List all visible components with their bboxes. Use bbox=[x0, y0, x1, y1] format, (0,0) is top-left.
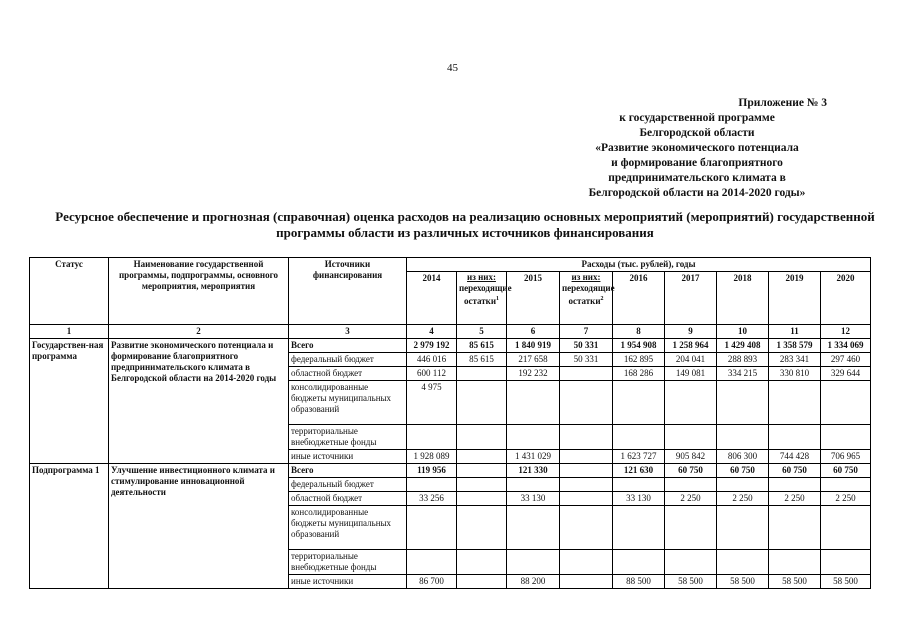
value-cell: 4 975 bbox=[407, 381, 457, 425]
value-cell bbox=[717, 506, 769, 550]
header-expenses: Расходы (тыс. рублей), годы bbox=[407, 258, 871, 272]
header-year-2018: 2018 bbox=[717, 272, 769, 325]
title-line-1: Ресурсное обеспечение и прогнозная (справочная) оценка расходов на реализацию основных мероприятий (мероприятий) государственной bbox=[55, 209, 875, 224]
annex-line: «Развитие экономического потенциала bbox=[595, 142, 799, 154]
header-sources: Источники финансирования bbox=[289, 258, 407, 325]
value-cell bbox=[507, 478, 560, 492]
header-year-2014: 2014 bbox=[407, 272, 457, 325]
value-cell: 2 979 192 bbox=[407, 339, 457, 353]
value-cell: 1 954 908 bbox=[613, 339, 665, 353]
value-cell: 600 112 bbox=[407, 367, 457, 381]
value-cell bbox=[457, 464, 507, 478]
source-cell: федеральный бюджет bbox=[289, 353, 407, 367]
value-cell bbox=[457, 550, 507, 575]
value-cell: 1 334 069 bbox=[821, 339, 871, 353]
value-cell bbox=[560, 478, 613, 492]
header-year-2017: 2017 bbox=[665, 272, 717, 325]
value-cell bbox=[457, 367, 507, 381]
value-cell bbox=[560, 506, 613, 550]
value-cell: 58 500 bbox=[665, 575, 717, 589]
value-cell: 149 081 bbox=[665, 367, 717, 381]
source-cell: областной бюджет bbox=[289, 492, 407, 506]
value-cell: 119 956 bbox=[407, 464, 457, 478]
column-number: 2 bbox=[109, 325, 289, 339]
value-cell bbox=[560, 450, 613, 464]
annex-line: предпринимательского климата в bbox=[608, 172, 786, 184]
value-cell bbox=[457, 478, 507, 492]
value-cell: 330 810 bbox=[769, 367, 821, 381]
value-cell: 217 658 bbox=[507, 353, 560, 367]
value-cell bbox=[457, 506, 507, 550]
value-cell: 85 615 bbox=[457, 339, 507, 353]
carryover-2-footnote: 2 bbox=[600, 296, 604, 302]
value-cell bbox=[507, 506, 560, 550]
value-cell: 60 750 bbox=[769, 464, 821, 478]
value-cell bbox=[457, 450, 507, 464]
value-cell: 1 623 727 bbox=[613, 450, 665, 464]
value-cell: 288 893 bbox=[717, 353, 769, 367]
annex-line: и формирование благоприятного bbox=[611, 157, 783, 169]
value-cell bbox=[560, 575, 613, 589]
value-cell: 85 615 bbox=[457, 353, 507, 367]
value-cell bbox=[769, 478, 821, 492]
document-title bbox=[40, 209, 890, 241]
value-cell bbox=[821, 381, 871, 425]
carryover-1-top: из них: bbox=[467, 272, 496, 282]
value-cell bbox=[407, 478, 457, 492]
value-cell: 162 895 bbox=[613, 353, 665, 367]
annex-line: Белгородской области на 2014-2020 годы» bbox=[588, 187, 806, 199]
value-cell: 2 250 bbox=[769, 492, 821, 506]
value-cell: 121 330 bbox=[507, 464, 560, 478]
value-cell bbox=[457, 575, 507, 589]
column-number: 6 bbox=[507, 325, 560, 339]
value-cell bbox=[613, 381, 665, 425]
value-cell: 50 331 bbox=[560, 353, 613, 367]
header-carryover-2 bbox=[560, 272, 613, 325]
value-cell bbox=[821, 478, 871, 492]
value-cell bbox=[457, 425, 507, 450]
value-cell: 121 630 bbox=[613, 464, 665, 478]
column-number: 11 bbox=[769, 325, 821, 339]
value-cell bbox=[665, 550, 717, 575]
program-name-cell: Развитие экономического потенциала и формирование благоприятного предпринимательского климата в Белгородской области на 2014-2020 годы bbox=[109, 339, 289, 464]
value-cell: 86 700 bbox=[407, 575, 457, 589]
value-cell: 806 300 bbox=[717, 450, 769, 464]
program-name-cell: Улучшение инвестиционного климата и стимулирование инновационной деятельности bbox=[109, 464, 289, 589]
value-cell bbox=[665, 478, 717, 492]
value-cell bbox=[407, 506, 457, 550]
column-number: 5 bbox=[457, 325, 507, 339]
value-cell bbox=[507, 381, 560, 425]
value-cell: 2 250 bbox=[717, 492, 769, 506]
value-cell bbox=[821, 506, 871, 550]
source-cell: иные источники bbox=[289, 450, 407, 464]
value-cell: 1 358 579 bbox=[769, 339, 821, 353]
value-cell bbox=[769, 506, 821, 550]
value-cell bbox=[560, 381, 613, 425]
value-cell: 88 200 bbox=[507, 575, 560, 589]
value-cell bbox=[717, 381, 769, 425]
column-number: 8 bbox=[613, 325, 665, 339]
annex-line: Белгородской области bbox=[639, 127, 755, 139]
value-cell: 905 842 bbox=[665, 450, 717, 464]
source-cell: консолидированные бюджеты муниципальных образований bbox=[289, 506, 407, 550]
column-number: 7 bbox=[560, 325, 613, 339]
column-number: 4 bbox=[407, 325, 457, 339]
value-cell: 204 041 bbox=[665, 353, 717, 367]
source-cell: территориальные внебюджетные фонды bbox=[289, 550, 407, 575]
value-cell: 60 750 bbox=[821, 464, 871, 478]
value-cell bbox=[560, 367, 613, 381]
value-cell: 706 965 bbox=[821, 450, 871, 464]
value-cell: 1 258 964 bbox=[665, 339, 717, 353]
value-cell bbox=[717, 550, 769, 575]
value-cell bbox=[407, 550, 457, 575]
annex-heading bbox=[567, 96, 827, 201]
header-carryover-1 bbox=[457, 272, 512, 325]
source-cell: консолидированные бюджеты муниципальных образований bbox=[289, 381, 407, 425]
source-cell: федеральный бюджет bbox=[289, 478, 407, 492]
value-cell: 60 750 bbox=[665, 464, 717, 478]
carryover-1-text: переходящие остатки$^1$ bbox=[459, 283, 512, 306]
value-cell bbox=[613, 506, 665, 550]
value-cell: 283 341 bbox=[769, 353, 821, 367]
value-cell: 329 644 bbox=[821, 367, 871, 381]
value-cell bbox=[560, 425, 613, 450]
value-cell: 33 130 bbox=[613, 492, 665, 506]
value-cell: 33 256 bbox=[407, 492, 457, 506]
header-year-2019: 2019 bbox=[769, 272, 821, 325]
value-cell bbox=[613, 550, 665, 575]
column-number: 12 bbox=[821, 325, 871, 339]
value-cell bbox=[665, 506, 717, 550]
value-cell bbox=[769, 425, 821, 450]
value-cell bbox=[560, 550, 613, 575]
header-year-2020: 2020 bbox=[821, 272, 871, 325]
value-cell: 58 500 bbox=[821, 575, 871, 589]
value-cell: 1 928 089 bbox=[407, 450, 457, 464]
source-cell: Всего bbox=[289, 339, 407, 353]
carryover-1-footnote: 1 bbox=[496, 296, 500, 302]
column-number: 9 bbox=[665, 325, 717, 339]
annex-line: Приложение № 3 bbox=[738, 97, 827, 109]
header-year-2015: 2015 bbox=[507, 272, 560, 325]
value-cell bbox=[407, 425, 457, 450]
value-cell bbox=[613, 478, 665, 492]
value-cell: 58 500 bbox=[769, 575, 821, 589]
value-cell bbox=[769, 381, 821, 425]
value-cell bbox=[769, 550, 821, 575]
header-name: Наименование государственной программы, подпрограммы, основного мероприятия, мероприятия bbox=[109, 258, 289, 325]
column-number: 1 bbox=[30, 325, 109, 339]
value-cell: 1 840 919 bbox=[507, 339, 560, 353]
source-cell: Всего bbox=[289, 464, 407, 478]
header-year-2016: 2016 bbox=[613, 272, 665, 325]
table-row bbox=[30, 464, 871, 478]
page-number: 45 bbox=[447, 62, 458, 74]
value-cell: 88 500 bbox=[613, 575, 665, 589]
value-cell bbox=[717, 425, 769, 450]
value-cell: 60 750 bbox=[717, 464, 769, 478]
source-cell: иные источники bbox=[289, 575, 407, 589]
value-cell: 2 250 bbox=[665, 492, 717, 506]
carryover-2-text: переходящие остатки$^2$ bbox=[562, 283, 615, 306]
value-cell: 1 429 408 bbox=[717, 339, 769, 353]
value-cell bbox=[665, 425, 717, 450]
value-cell: 33 130 bbox=[507, 492, 560, 506]
source-cell: областной бюджет bbox=[289, 367, 407, 381]
header-status: Статус bbox=[30, 258, 109, 325]
value-cell: 334 215 bbox=[717, 367, 769, 381]
value-cell: 744 428 bbox=[769, 450, 821, 464]
value-cell bbox=[821, 425, 871, 450]
value-cell bbox=[821, 550, 871, 575]
column-number: 10 bbox=[717, 325, 769, 339]
status-cell: Подпрограмма 1 bbox=[30, 464, 109, 589]
value-cell: 297 460 bbox=[821, 353, 871, 367]
value-cell bbox=[717, 478, 769, 492]
value-cell: 446 016 bbox=[407, 353, 457, 367]
value-cell: 192 232 bbox=[507, 367, 560, 381]
annex-line: к государственной программе bbox=[619, 112, 775, 124]
title-line-2: программы области из различных источников финансирования bbox=[276, 225, 654, 240]
resource-table bbox=[29, 257, 871, 589]
value-cell: 1 431 029 bbox=[507, 450, 560, 464]
value-cell bbox=[560, 464, 613, 478]
value-cell bbox=[560, 492, 613, 506]
source-cell: территориальные внебюджетные фонды bbox=[289, 425, 407, 450]
value-cell bbox=[457, 381, 507, 425]
value-cell bbox=[613, 425, 665, 450]
value-cell: 50 331 bbox=[560, 339, 613, 353]
value-cell bbox=[507, 550, 560, 575]
value-cell bbox=[665, 381, 717, 425]
value-cell bbox=[507, 425, 560, 450]
carryover-2-top: из них: bbox=[571, 272, 601, 282]
value-cell: 168 286 bbox=[613, 367, 665, 381]
status-cell: Государствен-ная программа bbox=[30, 339, 109, 464]
table-row bbox=[30, 339, 871, 353]
value-cell: 58 500 bbox=[717, 575, 769, 589]
value-cell: 2 250 bbox=[821, 492, 871, 506]
column-number: 3 bbox=[289, 325, 407, 339]
value-cell bbox=[457, 492, 507, 506]
